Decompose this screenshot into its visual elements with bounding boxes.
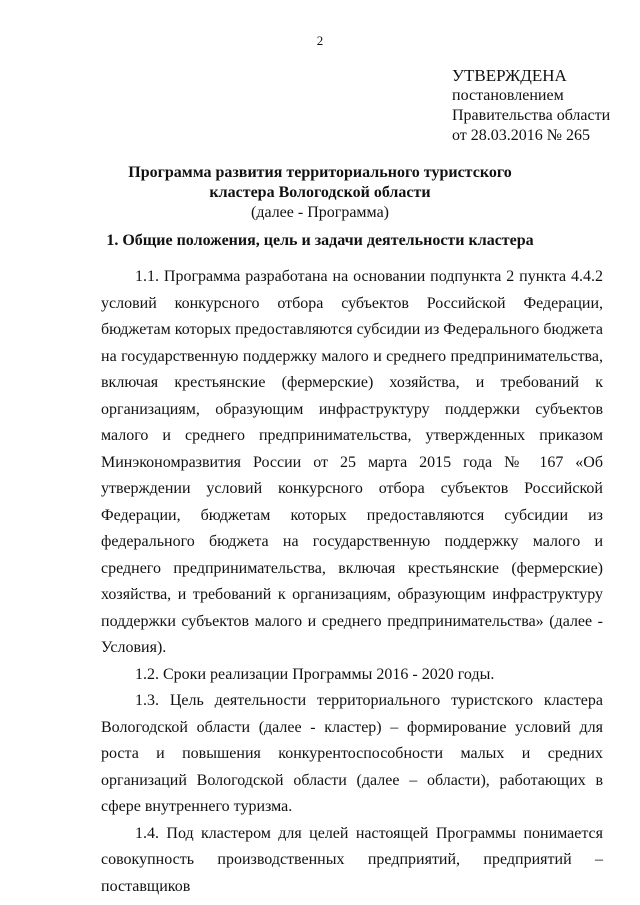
paragraph-1-4: 1.4. Под кластером для целей настоящей Программы понимается совокупность производственных предприятий, предприятий – поставщиков bbox=[101, 824, 603, 895]
approval-line-1: УТВЕРЖДЕНА bbox=[452, 66, 567, 85]
paragraph-1-2: 1.2. Сроки реализации Программы 2016 - 2020 годы. bbox=[135, 665, 495, 683]
title-line-1: Программа развития территориального туристского bbox=[128, 164, 512, 181]
paragraph-1-3: 1.3. Цель деятельности территориального туристского кластера Вологодской области (далее - кластер) – формирование условий для роста и повышения конкурентоспособности малых и средних организаций Вологодской области (далее – области), работающих в сфере внутреннего туризма. bbox=[101, 692, 603, 815]
approval-line-3: Правительства области bbox=[452, 107, 611, 124]
title-line-2: кластера Вологодской области bbox=[209, 184, 431, 201]
title-line-3: (далее - Программа) bbox=[250, 204, 389, 221]
section-heading: 1. Общие положения, цель и задачи деятельности кластера bbox=[106, 232, 534, 249]
approval-line-4: от 28.03.2016 № 265 bbox=[452, 127, 591, 144]
approval-stamp bbox=[452, 66, 610, 146]
document-body bbox=[101, 264, 603, 900]
approval-line-2: постановлением bbox=[452, 87, 564, 104]
page-number: 2 bbox=[316, 33, 324, 48]
document-title bbox=[0, 163, 640, 223]
paragraph-1-1: 1.1. Программа разработана на основании подпункта 2 пункта 4.4.2 условий конкурсного отбора субъектов Российской Федерации, бюджетам которых предоставляются субсидии из Федерального бюджета на государственную поддержку малого и среднего предпринимательства, включая крестьянские (фермерские) хозяйства, и требований к организациям, образующим инфраструктуру поддержки субъектов малого и среднего предпринимательства, утвержденных приказом Минэкономразвития России от 25 марта 2015 года № 167 «Об утверждении условий конкурсного отбора субъектов Российской Федерации, бюджетам которых предоставляются субсидии из федерального бюджета на государственную поддержку малого и среднего предпринимательства, включая крестьянские (фермерские) хозяйства, и требований к организациям, образующим инфраструктуру поддержки субъектов малого и среднего предпринимательства» (далее - Условия). bbox=[101, 268, 603, 656]
